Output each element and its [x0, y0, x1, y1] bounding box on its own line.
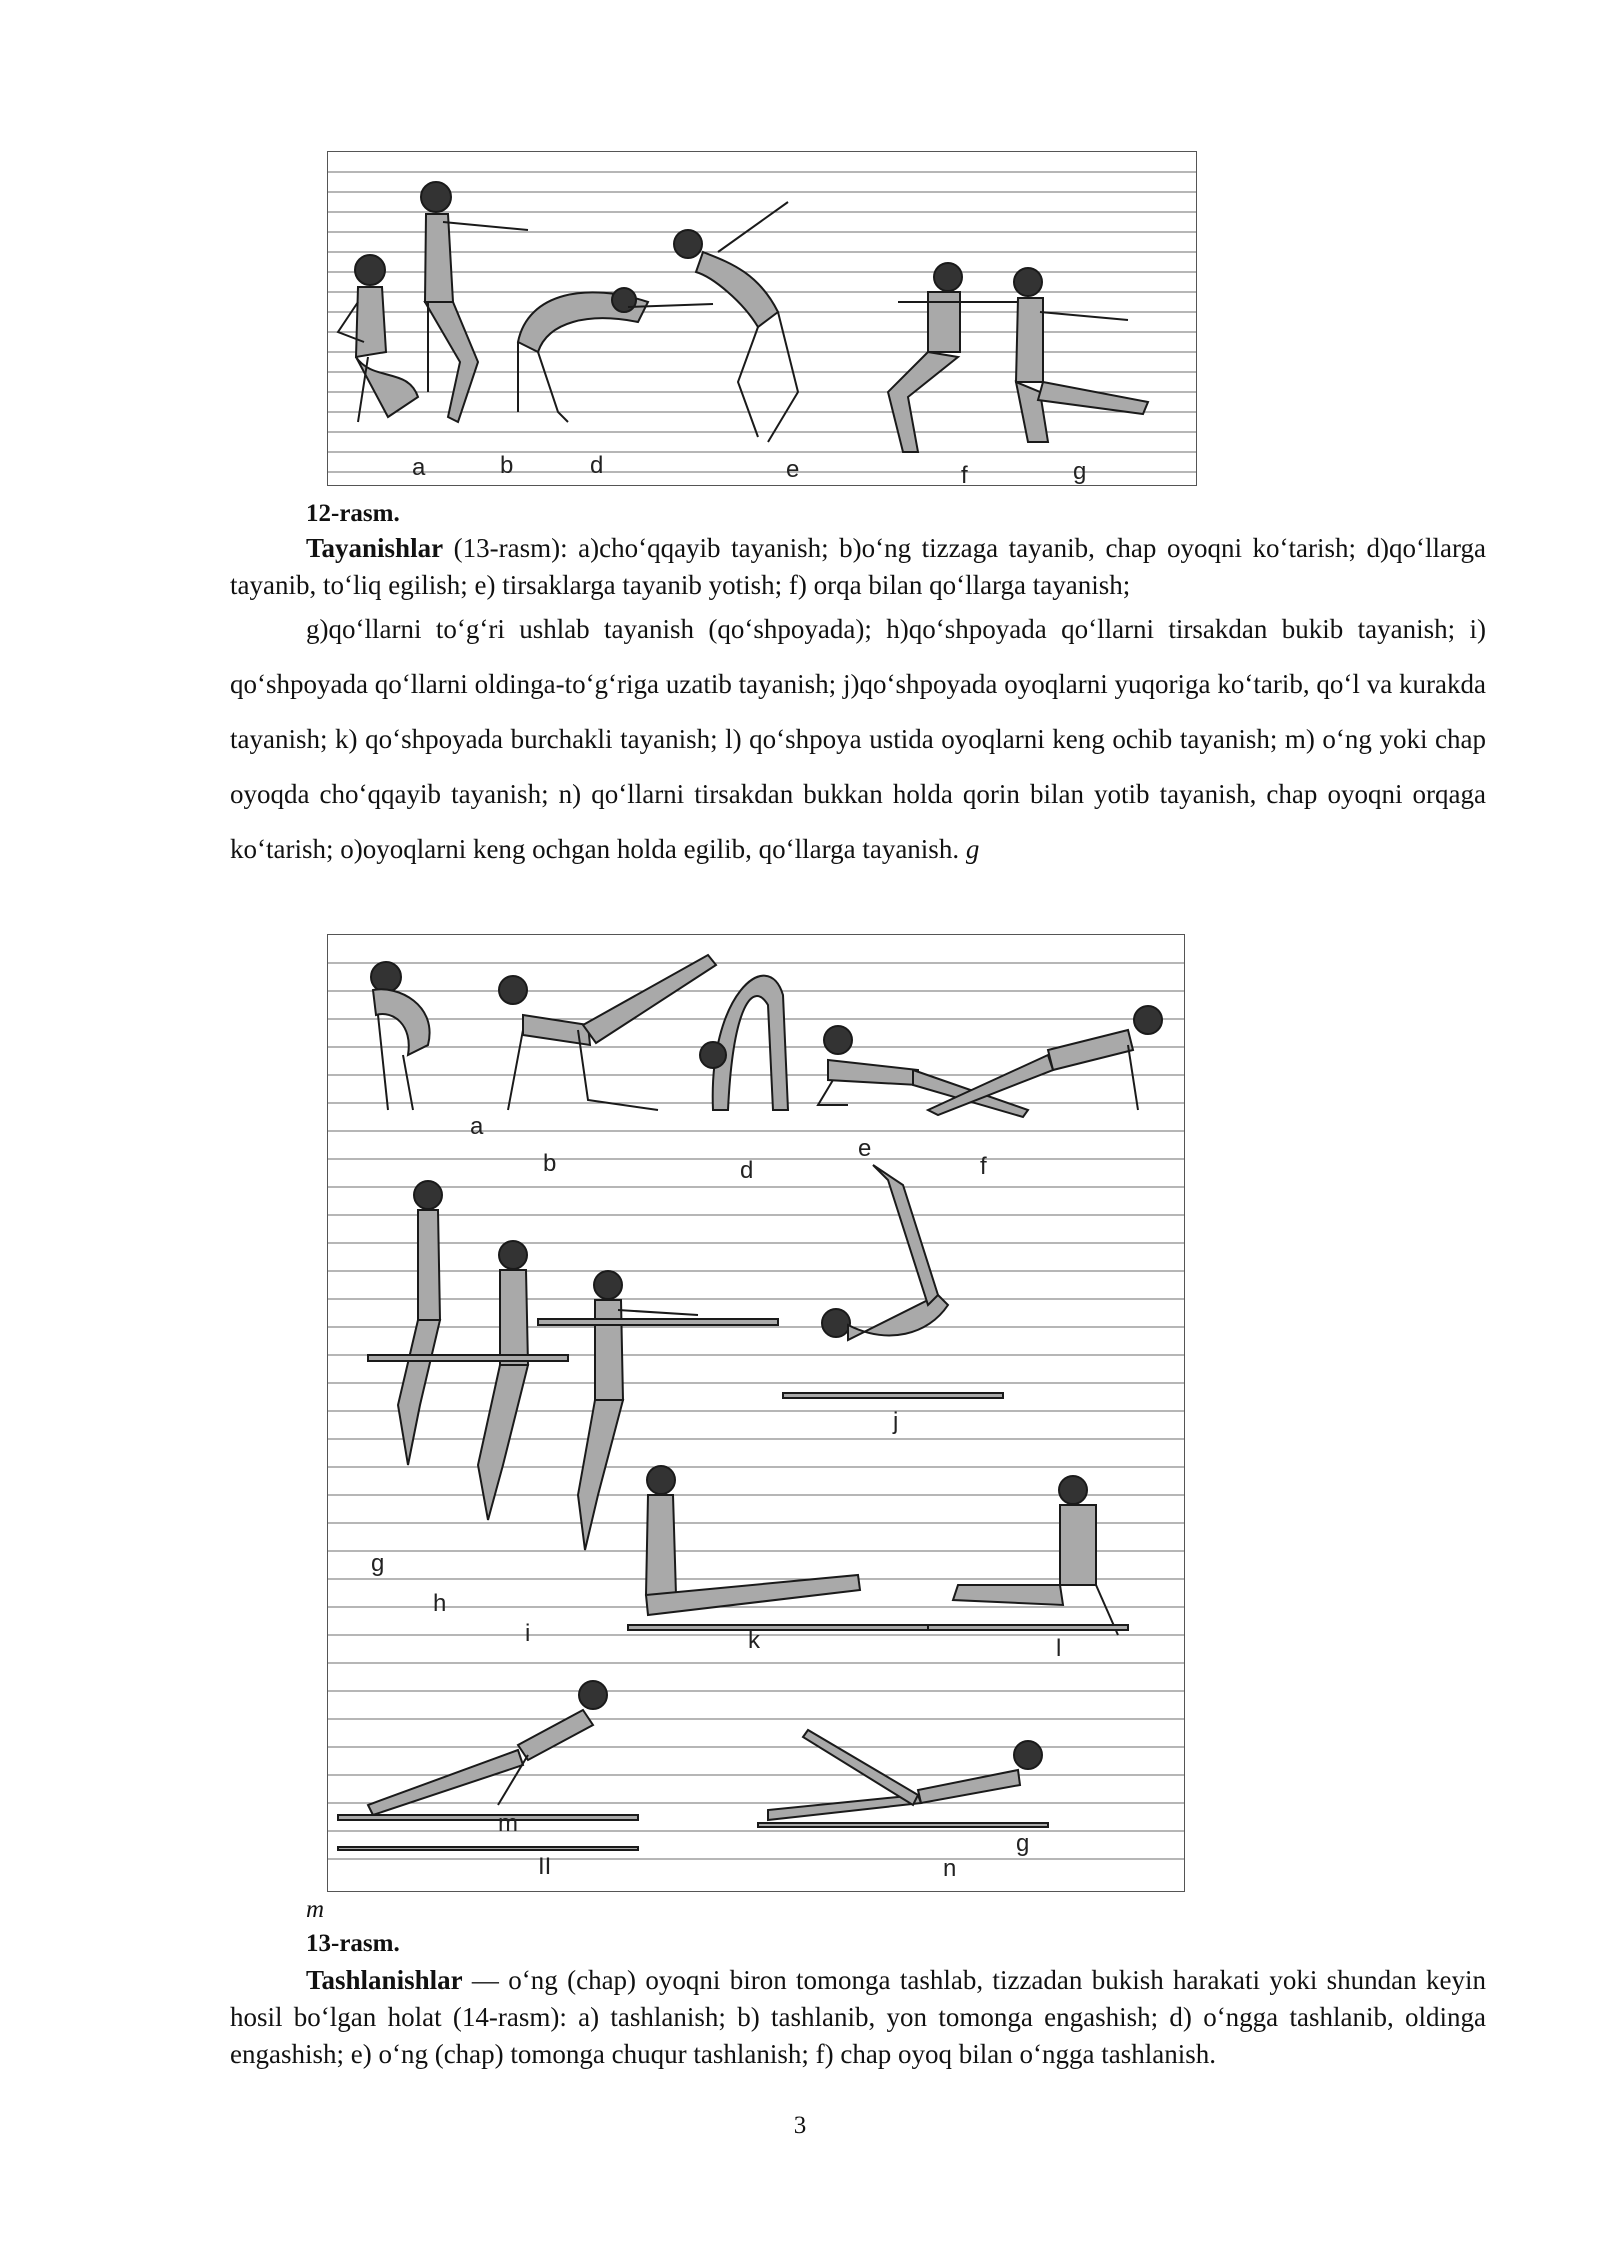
gymnast-illustration	[1014, 268, 1148, 442]
figure-label-ii: II	[538, 1853, 552, 1880]
paragraph-tayanishlar-continued	[230, 602, 1486, 877]
figure-12	[327, 151, 1197, 486]
gymnast-illustration	[700, 976, 788, 1110]
gymnast-illustration	[628, 1466, 928, 1630]
figure-13-caption: 13-rasm.	[306, 1930, 400, 1957]
figure-label-e: e	[858, 1135, 872, 1162]
figure-label-h: h	[433, 1590, 447, 1617]
term-tashlanishlar: Tashlanishlar	[306, 1965, 463, 1995]
gymnast-illustration	[783, 1165, 1003, 1398]
figure-12-caption: 12-rasm.	[306, 500, 400, 527]
trailing-italic-g: g	[965, 834, 980, 864]
figure-13-illustrations	[328, 935, 1184, 1891]
figure-label-j: j	[893, 1408, 899, 1435]
figure-label-k: k	[748, 1627, 760, 1654]
figure-label-g: g	[1073, 458, 1087, 485]
gymnast-illustration	[758, 1730, 1048, 1827]
gymnast-illustration	[338, 255, 418, 422]
gymnast-illustration	[818, 1026, 1028, 1117]
gymnast-illustration	[421, 182, 528, 422]
paragraph-line-1: Tayanishlar (13-rasm): a)cho‘qqayib tayanish; b)o‘ng tizzaga tayanib, chap oyoqni ko‘tarish; d)qo‘llarga tayanib, to‘liq egilish; e) tirsaklarga tayanib yotish; f) orqa bilan qo‘llarga tayanish;	[230, 533, 1486, 600]
gymnast-illustration	[398, 1181, 442, 1465]
gymnast-illustration	[478, 1241, 528, 1520]
paragraph-text: Tashlanishlar — o‘ng (chap) oyoqni biron tomonga tashlab, tizzadan bukish harakati yoki shundan keyin hosil bo‘lgan holat (14-rasm): a) tashlanish; b) tashlanib, yon tomonga engashish; d) o‘ngga tashlanib, oldinga engashish; e) o‘ng (chap) tomonga chuqur tashlanish; f) chap oyoq bilan o‘ngga tashlanish.	[230, 1965, 1486, 2069]
gymnast-illustration	[518, 288, 713, 422]
term-tayanishlar: Tayanishlar	[306, 533, 444, 563]
figure-label-d: d	[740, 1157, 754, 1184]
gymnast-illustration	[499, 955, 716, 1110]
paragraph-tashlanishlar	[230, 1962, 1486, 2073]
figure-label-i: i	[525, 1620, 531, 1647]
gymnast-illustration	[674, 202, 798, 442]
figure-label-e: e	[786, 456, 800, 483]
figure-label-l: l	[1056, 1635, 1062, 1662]
gymnast-illustration	[371, 962, 430, 1110]
paragraph-tayanishlar	[230, 530, 1486, 604]
figure-label-a: a	[412, 454, 426, 481]
gymnast-illustration	[928, 1476, 1128, 1635]
figure-label-n: n	[943, 1855, 957, 1882]
figure-13	[327, 934, 1185, 1892]
gymnast-illustration	[928, 1006, 1162, 1115]
figure-label-m: m	[498, 1810, 518, 1837]
figure-label-b: b	[543, 1150, 557, 1177]
paragraph-line-2: g)qo‘llarni to‘g‘ri ushlab tayanish (qo‘shpoyada); h)qo‘shpoyada qo‘llarni tirsakdan bukib tayanish; i) qo‘shpoyada qo‘llarni oldinga-to‘g‘riga uzatib tayanish; j)qo‘shpoyada oyoqlarni yuqoriga ko‘tarib, qo‘l va kurakda tayanish; k) qo‘shpoyada burchakli tayanish; l) qo‘shpoya ustida oyoqlarni keng ochib tayanish; m) o‘ng yoki chap oyoqda cho‘qqayib tayanish; n) qo‘llarni tirsakdan bukkan holda qorin bilan yotib tayanish, chap oyoqni orqaga ko‘tarish; o)oyoqlarni keng ochgan holda egilib, qo‘llarga tayanish. g	[230, 614, 1486, 864]
figure-label-d: d	[590, 452, 604, 479]
figure-13-note: m	[306, 1896, 325, 1923]
figure-label-a: a	[470, 1113, 484, 1140]
figure-label-f: f	[961, 462, 968, 486]
gymnast-illustration	[578, 1271, 698, 1550]
figure-12-illustrations	[328, 152, 1196, 485]
figure-label-b: b	[500, 452, 514, 479]
gymnast-illustration	[888, 263, 1018, 452]
figure-label-f: f	[980, 1153, 987, 1180]
figure-label-g: g	[371, 1550, 385, 1577]
figure-label-g-second: g	[1016, 1830, 1030, 1857]
gymnast-illustration	[338, 1681, 638, 1850]
page-number: 3	[793, 2112, 807, 2139]
